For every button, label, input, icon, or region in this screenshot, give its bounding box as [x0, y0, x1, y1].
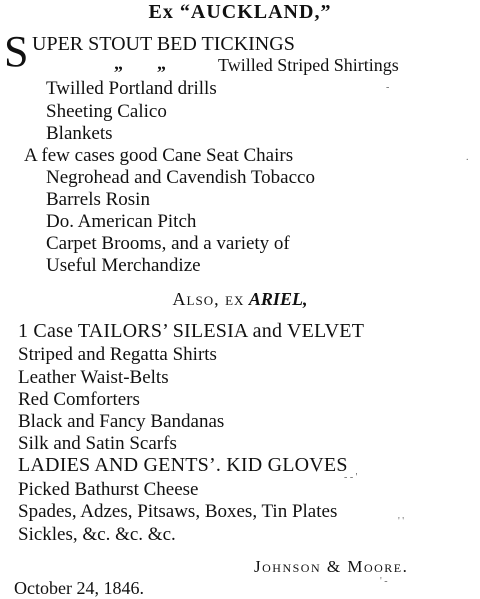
list-item: A few cases good Cane Seat Chairs — [24, 145, 294, 166]
list-item: Do. American Pitch — [46, 211, 197, 232]
item-super-stout-tickings: UPER STOUT BED TICKINGS — [32, 33, 295, 55]
print-speck: . — [466, 152, 469, 163]
list-item: Barrels Rosin — [46, 189, 150, 210]
ditto-mark: „ — [157, 53, 166, 73]
date: October 24, 1846. — [14, 578, 144, 598]
section-heading-ariel — [0, 290, 480, 308]
list-item: Spades, Adzes, Pitsaws, Boxes, Tin Plates — [18, 501, 338, 522]
heading: Ex “AUCKLAND,” — [148, 1, 332, 23]
list-item: Red Comforters — [18, 389, 140, 410]
print-speck: - - ' — [344, 472, 358, 483]
list-item: Sickles, &c. &c. &c. — [18, 524, 176, 545]
ditto-mark: „ — [114, 53, 123, 73]
list-item: LADIES AND GENTS’. KID GLOVES — [18, 454, 348, 476]
print-speck: ' - — [380, 576, 388, 587]
list-item: Twilled Portland drills — [46, 78, 217, 99]
list-item: 1 Case TAILORS’ SILESIA and VELVET — [18, 320, 365, 342]
print-speck: ' ' — [398, 516, 405, 527]
signature: Johnson & Moore. — [254, 557, 409, 576]
list-item: Silk and Satin Scarfs — [18, 433, 177, 454]
list-item: Negrohead and Cavendish Tobacco — [46, 167, 315, 188]
list-item: Blankets — [46, 123, 113, 144]
list-item: Sheeting Calico — [46, 101, 167, 122]
list-item: Carpet Brooms, and a variety of — [46, 233, 290, 254]
list-item: Striped and Regatta Shirts — [18, 344, 217, 365]
ship-name: ARIEL, — [248, 289, 308, 309]
list-item: Picked Bathurst Cheese — [18, 479, 199, 500]
list-item: Leather Waist-Belts — [18, 367, 169, 388]
list-item: Black and Fancy Bandanas — [18, 411, 225, 432]
ditto-marks — [114, 54, 200, 72]
item-twilled-striped-shirtings: Twilled Striped Shirtings — [218, 55, 399, 75]
print-speck: - — [386, 82, 390, 93]
list-item: Useful Merchandize — [46, 255, 201, 276]
drop-cap: S — [4, 27, 29, 76]
also-prefix: Also, ex — [172, 289, 245, 309]
